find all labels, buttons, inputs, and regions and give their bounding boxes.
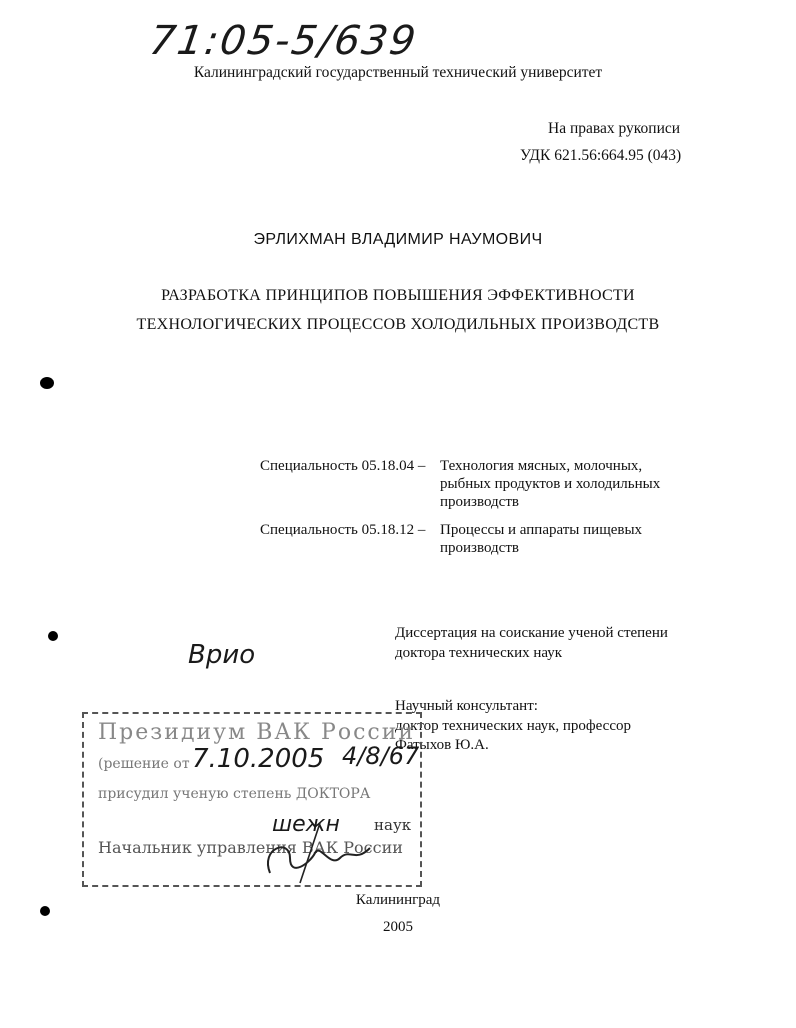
specialty-1-text: производств [440, 494, 519, 510]
dissertation-degree: доктора технических наук [395, 645, 563, 661]
specialty-2-text: Процессы и аппараты пищевых [440, 522, 643, 538]
consultant-degree: доктор технических наук, профессор [395, 718, 632, 734]
archive-code-handwritten: 71:05-5/639 [146, 18, 421, 64]
stamp-date-handwritten: 7.10.2005 [192, 744, 325, 774]
specialty-2-text: производств [440, 540, 519, 556]
margin-note-handwritten: Врио [188, 640, 256, 670]
stamp-signatory: Начальник управления ВАК России [98, 838, 403, 857]
thesis-title-line-1: РАЗРАБОТКА ПРИНЦИПОВ ПОВЫШЕНИЯ ЭФФЕКТИВНОСТИ [161, 287, 635, 304]
stamp-field-suffix: наук [374, 816, 412, 834]
udk-code: УДК 621.56:664.95 (043) [520, 147, 682, 164]
signature-drawing [260, 818, 380, 888]
specialty-1-text: Технология мясных, молочных, [440, 458, 643, 474]
stamp-header: Президиум ВАК России [98, 720, 416, 745]
scan-mark-dot [48, 631, 58, 641]
consultant-name: Фатыхов Ю.А. [395, 737, 489, 753]
author-name: ЭРЛИХМАН ВЛАДИМИР НАУМОВИЧ [253, 231, 543, 248]
specialty-2-label: Специальность 05.18.12 – [260, 522, 426, 538]
manuscript-rights: На правах рукописи [548, 120, 681, 137]
scan-mark-dot [40, 377, 54, 389]
stamp-degree-awarded: присудил ученую степень ДОКТОРА [98, 786, 371, 802]
thesis-title-line-2: ТЕХНОЛОГИЧЕСКИХ ПРОЦЕССОВ ХОЛОДИЛЬНЫХ ПРОИЗВОДСТВ [136, 316, 660, 333]
stamp-field-handwritten: шежн [272, 812, 340, 837]
university-name: Калининградский государственный технический университет [193, 64, 603, 81]
year: 2005 [383, 919, 413, 935]
specialty-1-text: рыбных продуктов и холодильных [440, 476, 661, 492]
consultant-heading: Научный консультант: [395, 698, 538, 714]
stamp-decision: (решение от [98, 756, 190, 772]
specialty-1-label: Специальность 05.18.04 – [260, 458, 426, 474]
stamp-number-handwritten: 4/8/67 [342, 742, 420, 770]
city: Калининград [355, 892, 441, 908]
dissertation-purpose: Диссертация на соискание ученой степени [395, 625, 668, 641]
